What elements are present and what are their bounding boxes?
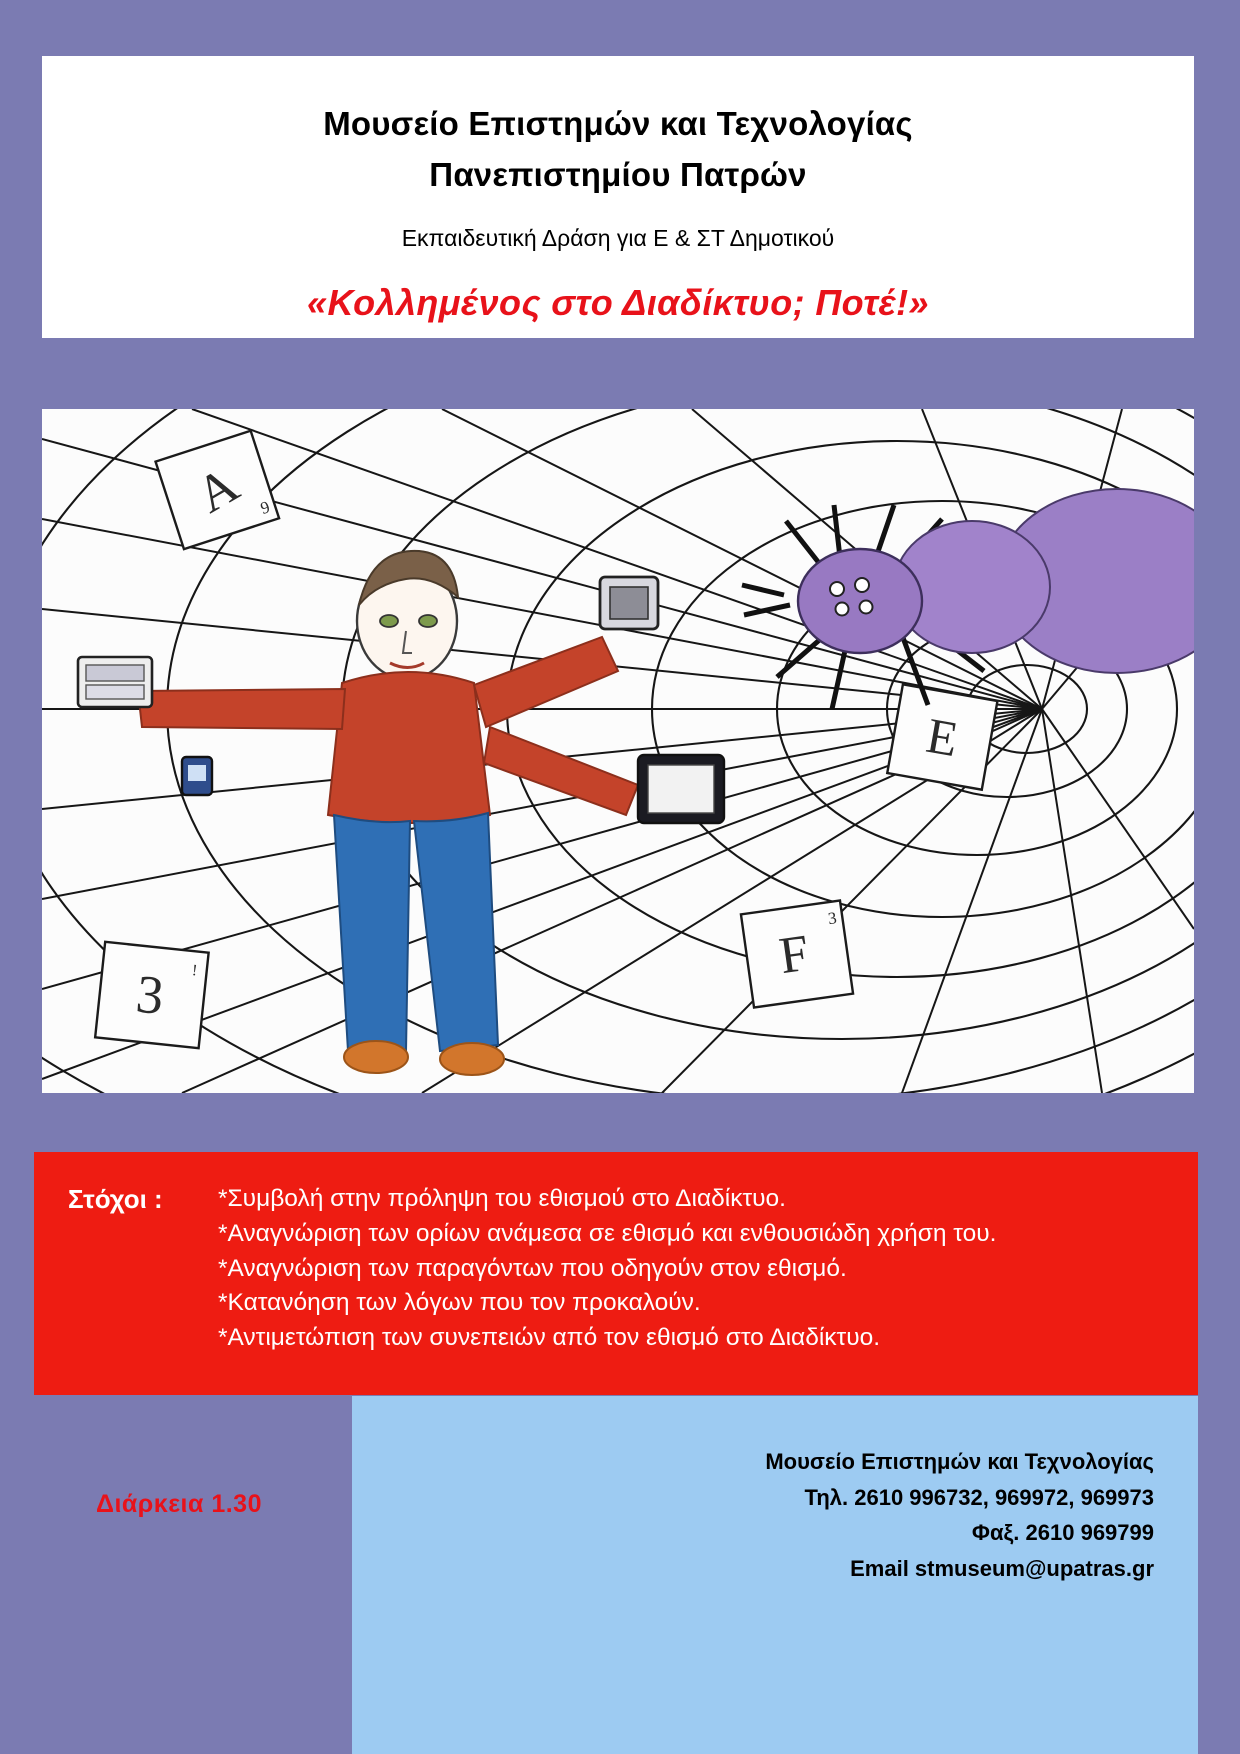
goal-item: *Αναγνώριση των ορίων ανάμεσα σε εθισμό και ενθουσιώδη χρήση του.: [218, 1219, 997, 1247]
svg-text:A: A: [187, 456, 249, 525]
spiderweb-drawing: [42, 409, 1194, 1093]
goals-label: Στόχοι :: [68, 1184, 163, 1214]
goal-item: *Αντιμετώπιση των συνεπειών από τον εθισμό στο Διαδίκτυο.: [218, 1324, 881, 1352]
svg-text:!: !: [191, 962, 199, 980]
goal-item: *Αναγνώριση των παραγόντων που οδηγούν στον εθισμό.: [218, 1254, 847, 1282]
duration-label: Διάρκεια 1.30: [96, 1490, 262, 1518]
contact-email: Email stmuseum@upatras.gr: [850, 1555, 1154, 1581]
contact-fax: Φαξ. 2610 969799: [971, 1520, 1154, 1546]
svg-text:E: E: [922, 706, 963, 768]
page-title: «Κολλημένος στο Διαδίκτυο; Ποτέ!»: [307, 282, 929, 324]
svg-text:F: F: [775, 924, 813, 986]
svg-text:3: 3: [133, 963, 167, 1027]
organization-line-2: Πανεπιστημίου Πατρών: [429, 156, 807, 194]
organization-line-1: Μουσείο Επιστημών και Τεχνολογίας: [323, 105, 913, 142]
contact-organization: Μουσείο Επιστημών και Τεχνολογίας: [765, 1449, 1154, 1474]
svg-text:9: 9: [258, 497, 273, 518]
contact-phone: Τηλ. 2610 996732, 969972, 969973: [804, 1484, 1154, 1510]
goal-item: *Κατανόηση των λόγων που τον προκαλούν.: [218, 1289, 701, 1317]
goals-section: [34, 1152, 1198, 1395]
header-card: [42, 56, 1194, 338]
goal-item: *Συμβολή στην πρόληψη του εθισμού στο Διαδίκτυο.: [218, 1185, 786, 1212]
contact-panel: [352, 1396, 1198, 1754]
svg-text:3: 3: [826, 908, 838, 929]
program-subtitle: Εκπαιδευτική Δράση για Ε & ΣΤ Δημοτικού: [401, 225, 835, 252]
goals-list: [208, 1182, 996, 1395]
illustration-artwork: [42, 409, 1194, 1093]
